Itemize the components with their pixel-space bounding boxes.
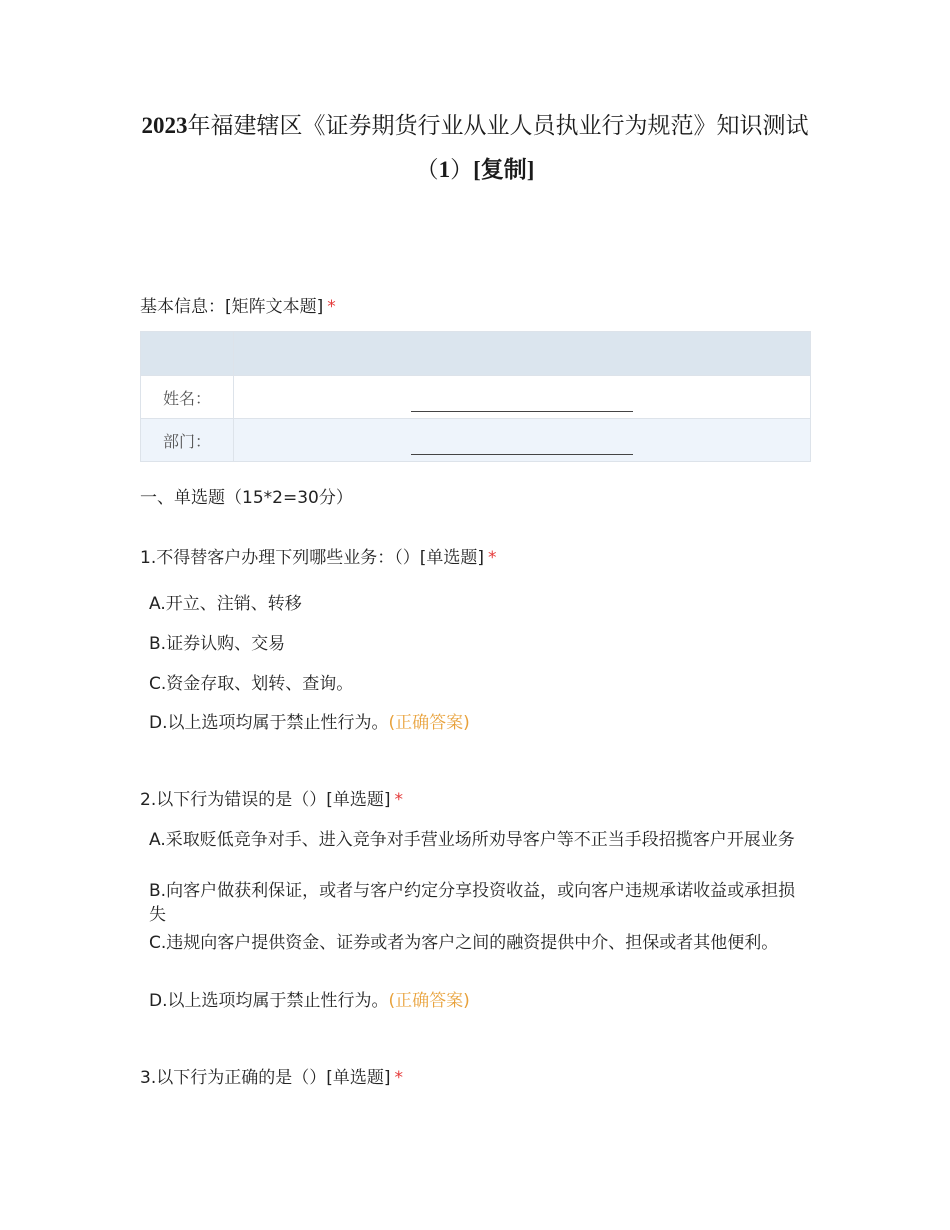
q2-option-d-text: D.以上选项均属于禁止性行为。	[149, 991, 389, 1011]
q2-option-c[interactable]: C.违规向客户提供资金、证券或者为客户之间的融资提供中介、担保或者其他便利。	[149, 933, 779, 953]
page-title	[140, 104, 810, 192]
department-input-cell	[234, 419, 811, 462]
q1-option-a[interactable]: A.开立、注销、转移	[149, 594, 302, 614]
name-input[interactable]	[411, 393, 633, 412]
title-year: 2023	[141, 113, 188, 138]
matrix-row-department	[141, 419, 811, 462]
basic-info-label	[140, 295, 336, 319]
correct-answer-tag: (正确答案)	[388, 991, 470, 1011]
q1-option-c[interactable]: C.资金存取、划转、查询。	[149, 674, 354, 694]
department-label: 部门：	[141, 419, 234, 462]
required-mark: *	[487, 548, 497, 568]
q2-option-b[interactable]: B.向客户做获利保证，或者与客户约定分享投资收益，或向客户违规承诺收益或承担损失	[149, 881, 796, 925]
matrix-header-row	[141, 332, 811, 376]
q1-option-d[interactable]	[149, 711, 470, 735]
title-number: 1	[438, 157, 451, 182]
name-input-cell	[234, 376, 811, 419]
basic-info-matrix	[140, 331, 811, 462]
q2-option-a[interactable]: A.采取贬低竞争对手、进入竞争对手营业场所劝导客户等不正当手段招揽客户开展业务	[149, 830, 795, 850]
basic-info-question: 基本信息：[矩阵文本题]	[140, 297, 324, 317]
matrix-row-name	[141, 376, 811, 419]
question-2	[140, 788, 403, 812]
question-2-text: 2.以下行为错误的是（）[单选题]	[140, 790, 391, 810]
title-suffix: [复制]	[473, 157, 535, 182]
question-1	[140, 546, 496, 570]
matrix-header-cell	[141, 332, 234, 376]
required-mark: *	[394, 790, 403, 810]
q1-option-d-text: D.以上选项均属于禁止性行为。	[149, 713, 389, 733]
question-1-text: 1.不得替客户办理下列哪些业务：（）[单选题]	[140, 548, 484, 568]
correct-answer-tag: (正确答案)	[388, 713, 470, 733]
title-paren: ）	[450, 157, 474, 182]
question-3	[140, 1066, 403, 1090]
matrix-header-cell	[234, 332, 811, 376]
question-3-text: 3.以下行为正确的是（）[单选题]	[140, 1068, 391, 1088]
name-label: 姓名：	[141, 376, 234, 419]
required-mark: *	[327, 297, 336, 317]
section-heading: 一、单选题（15*2=30分）	[140, 488, 353, 508]
title-text: 年福建辖区《证券期货行业从业人员执业行为规范》知识测试（	[187, 113, 809, 182]
q2-option-d[interactable]	[149, 989, 470, 1013]
q1-option-b[interactable]: B.证券认购、交易	[149, 634, 286, 654]
department-input[interactable]	[411, 436, 633, 455]
required-mark: *	[394, 1068, 403, 1088]
